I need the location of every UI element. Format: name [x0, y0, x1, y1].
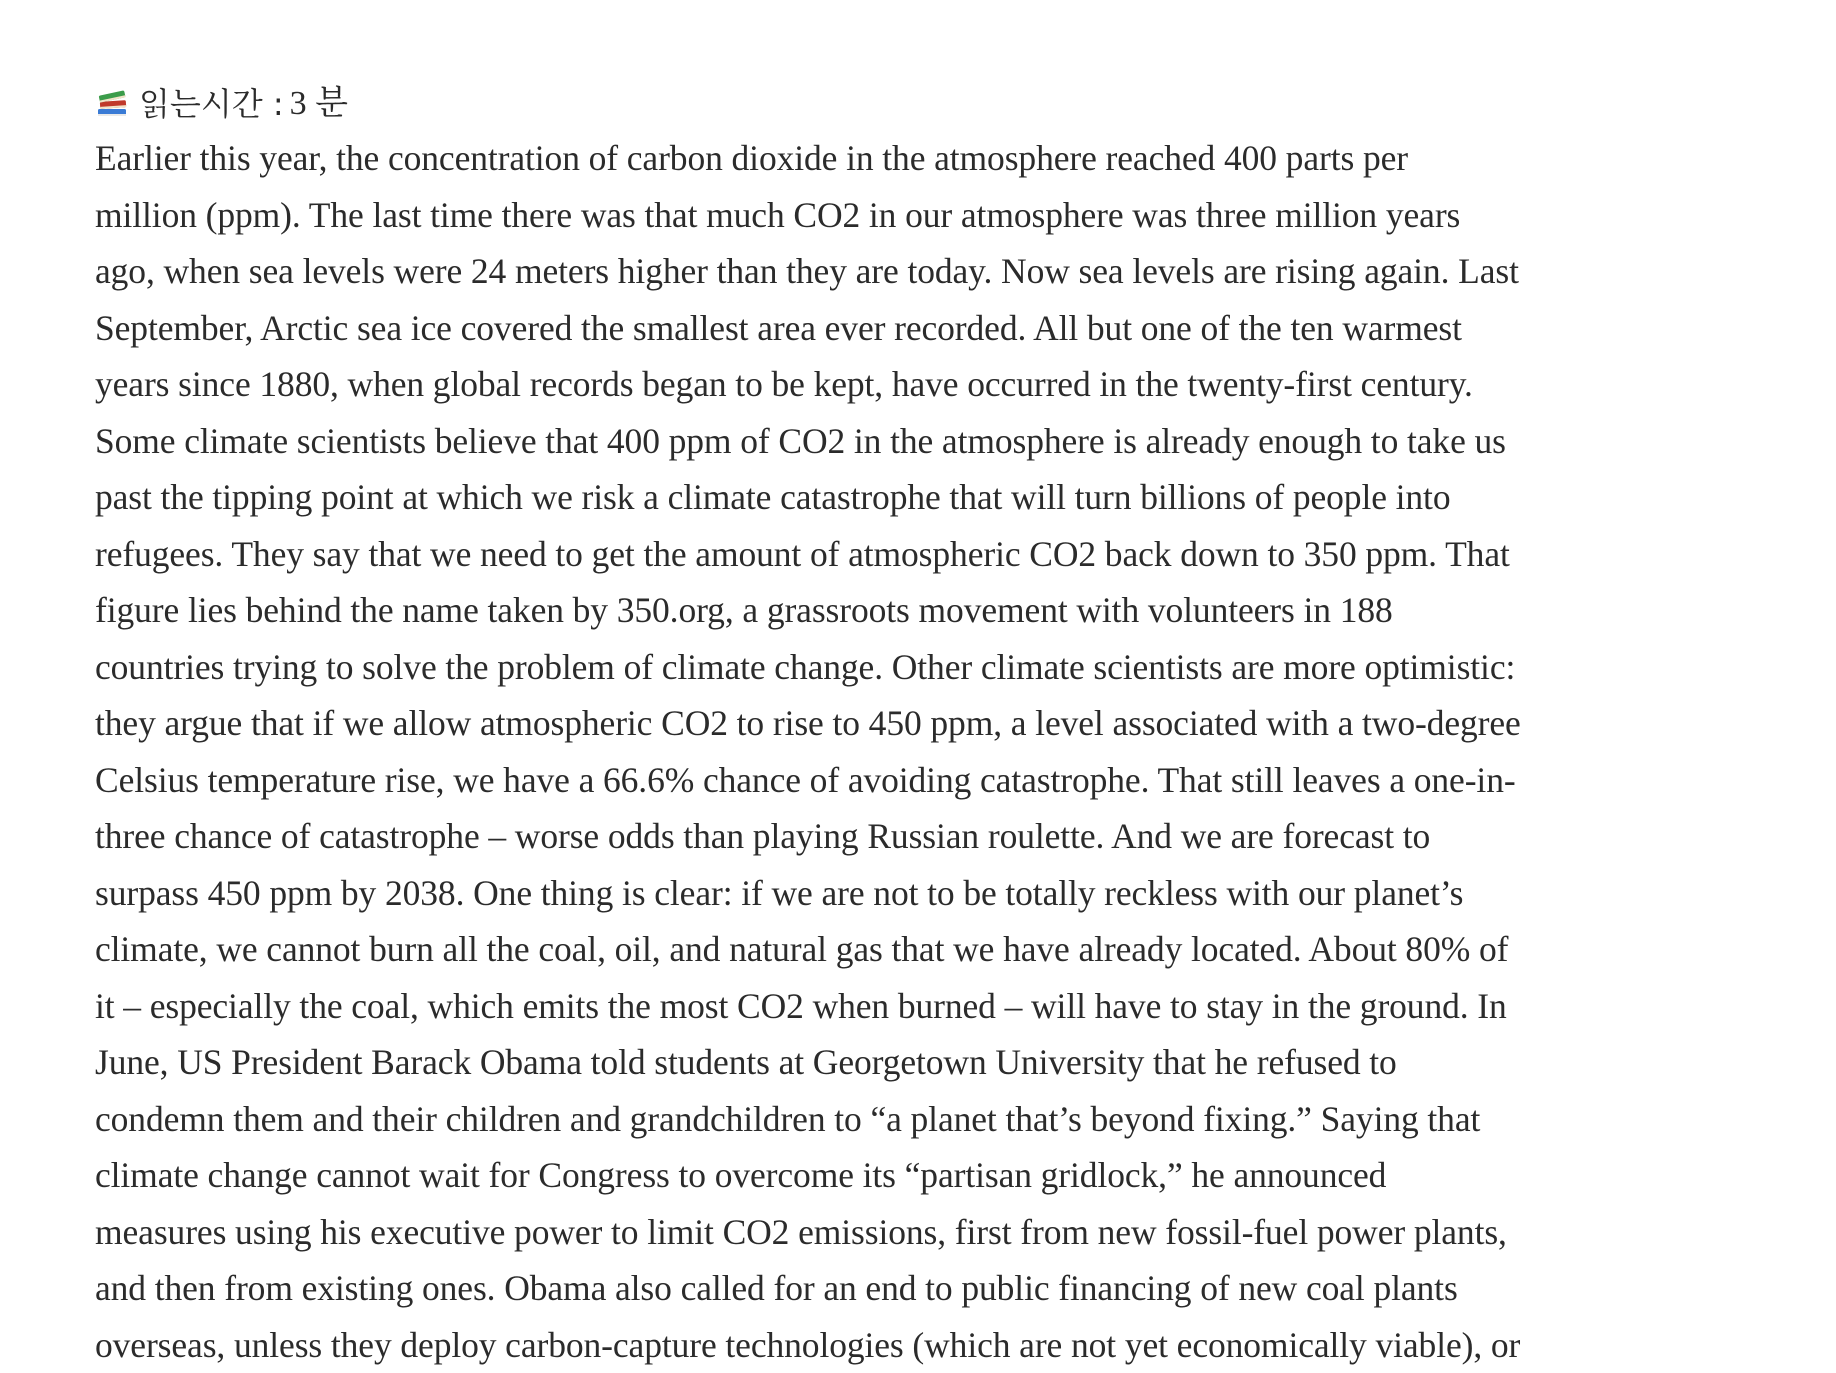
text-line: ago, when sea levels were 24 meters higher than they are today. Now sea levels are rising again. Last	[95, 243, 1745, 300]
text-line: years since 1880, when global records began to be kept, have occurred in the twenty-first century.	[95, 356, 1745, 413]
reading-time	[95, 78, 1745, 130]
text-line: condemn them and their children and grandchildren to “a planet that’s beyond fixing.” Saying that	[95, 1091, 1745, 1148]
article-body	[95, 130, 1745, 1373]
text-line: figure lies behind the name taken by 350.org, a grassroots movement with volunteers in 188	[95, 582, 1745, 639]
text-line: Celsius temperature rise, we have a 66.6% chance of avoiding catastrophe. That still leaves a one-in-	[95, 752, 1745, 809]
books-icon	[95, 89, 129, 119]
text-line: measures using his executive power to limit CO2 emissions, first from new fossil-fuel power plants,	[95, 1204, 1745, 1261]
text-line: Earlier this year, the concentration of carbon dioxide in the atmosphere reached 400 parts per	[95, 130, 1745, 187]
text-line: past the tipping point at which we risk a climate catastrophe that will turn billions of people into	[95, 469, 1745, 526]
text-line: September, Arctic sea ice covered the smallest area ever recorded. All but one of the ten warmest	[95, 300, 1745, 357]
text-line: surpass 450 ppm by 2038. One thing is clear: if we are not to be totally reckless with our planet’s	[95, 865, 1745, 922]
article	[95, 78, 1745, 1373]
reading-time-value: 3 분	[290, 78, 348, 130]
text-line: it – especially the coal, which emits the most CO2 when burned – will have to stay in the ground. In	[95, 978, 1745, 1035]
text-line: overseas, unless they deploy carbon-capture technologies (which are not yet economically viable), or	[95, 1317, 1745, 1373]
reading-time-label: 읽는시간 :	[139, 78, 284, 130]
text-line: three chance of catastrophe – worse odds than playing Russian roulette. And we are forecast to	[95, 808, 1745, 865]
text-line: refugees. They say that we need to get the amount of atmospheric CO2 back down to 350 ppm. That	[95, 526, 1745, 583]
text-line: and then from existing ones. Obama also called for an end to public financing of new coal plants	[95, 1260, 1745, 1317]
text-line: June, US President Barack Obama told students at Georgetown University that he refused to	[95, 1034, 1745, 1091]
text-line: climate, we cannot burn all the coal, oil, and natural gas that we have already located. About 80% of	[95, 921, 1745, 978]
text-line: Some climate scientists believe that 400 ppm of CO2 in the atmosphere is already enough to take us	[95, 413, 1745, 470]
text-line: climate change cannot wait for Congress to overcome its “partisan gridlock,” he announced	[95, 1147, 1745, 1204]
text-line: they argue that if we allow atmospheric CO2 to rise to 450 ppm, a level associated with a two-degree	[95, 695, 1745, 752]
text-line: countries trying to solve the problem of climate change. Other climate scientists are more optimistic:	[95, 639, 1745, 696]
text-line: million (ppm). The last time there was that much CO2 in our atmosphere was three million years	[95, 187, 1745, 244]
